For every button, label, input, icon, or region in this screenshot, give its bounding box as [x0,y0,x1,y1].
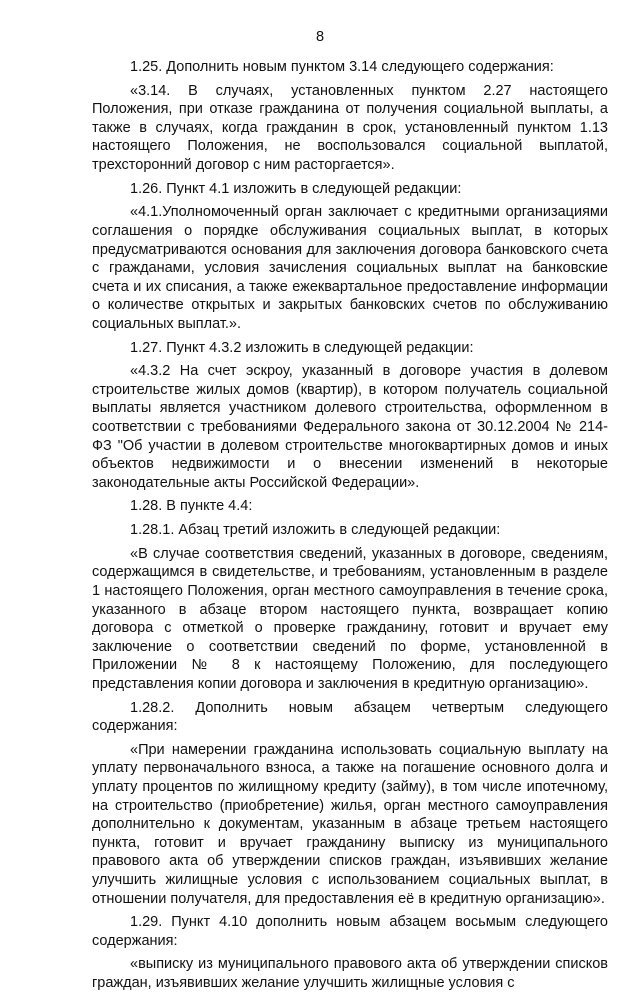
paragraph: «При намерении гражданина использовать социальную выплату на уплату первоначального взноса, а также на погашение основного долга и уплату процентов по жилищному кредиту (займу), в том числе ипотечному, на строительство (приобретение) жилья, орган местного самоуправления дополнительно к документам, указанным в абзаце третьем настоящего пункта, готовит и вручает гражданину выписку из муниципального правового акта об утверждении списков граждан, изъявивших желание улучшить жилищные условия с использованием социальных выплат, в отношении получателя, для предоставления её в кредитную организацию». [92,741,608,907]
paragraph: «В случае соответствия сведений, указанных в договоре, сведениям, содержащимся в свидетельстве, и требованиям, установленным в разделе 1 настоящего Положения, орган местного самоуправления в течение срока, указанного в абзаце втором настоящего пункта, возвращает копию договора с отметкой о проверке гражданину, готовит и вручает ему заключение о соответствии сведений по форме, установленной в Приложении № 8 к настоящему Положению, для последующего представления копии договора и заключения в кредитную организацию». [92,545,608,692]
paragraph: 1.29. Пункт 4.10 дополнить новым абзацем восьмым следующего содержания: [92,914,608,949]
paragraph: «4.3.2 На счет эскроу, указанный в договоре участия в долевом строительстве жилых домов (квартир), в котором получатель социальной выплаты является участником долевого строительства, оформленном в соответствии с требованиями Федерального закона от 30.12.2004 № 214-ФЗ "Об участии в долевом строительстве многоквартирных домов и иных объектов недвижимости и о внесении изменений в некоторые законодательные акты Российской Федерации». [92,363,608,491]
paragraph: «4.1.Уполномоченный орган заключает с кредитными организациями соглашения о порядке обслуживания социальных выплат, в которых предусматриваются основания для заключения договора банковского счета с гражданами, условия зачисления социальных выплат на банковские счета и их списания, а также ежеквартальное предоставление информации о количестве открытых и закрытых банковских счетов по обслуживанию социальных выплат.». [92,204,608,332]
paragraph: 1.28. В пункте 4.4: [130,498,253,515]
paragraph: «выписку из муниципального правового акта об утверждении списков граждан, изъявивших желание улучшить жилищные условия с [92,956,608,992]
paragraph: 1.26. Пункт 4.1 изложить в следующей редакции: [130,180,462,197]
paragraph: 1.25. Дополнить новым пунктом 3.14 следующего содержания: [130,59,554,75]
paragraph: 1.27. Пункт 4.3.2 изложить в следующей редакции: [130,339,474,356]
paragraph: 1.28.1. Абзац третий изложить в следующей редакции: [130,522,501,539]
page-number: 8 [315,29,325,45]
paragraph: «3.14. В случаях, установленных пунктом 2.27 настоящего Положения, при отказе гражданина от получения социальной выплаты, а также в случаях, когда гражданин в срок, установленный пунктом 1.13 настоящего Положения, не воспользовался социальной выплатой, трехсторонний договор с ним расторгается». [92,82,608,174]
document-body [92,58,608,998]
paragraph: 1.28.2. Дополнить новым абзацем четвертым следующего содержания: [92,699,608,735]
